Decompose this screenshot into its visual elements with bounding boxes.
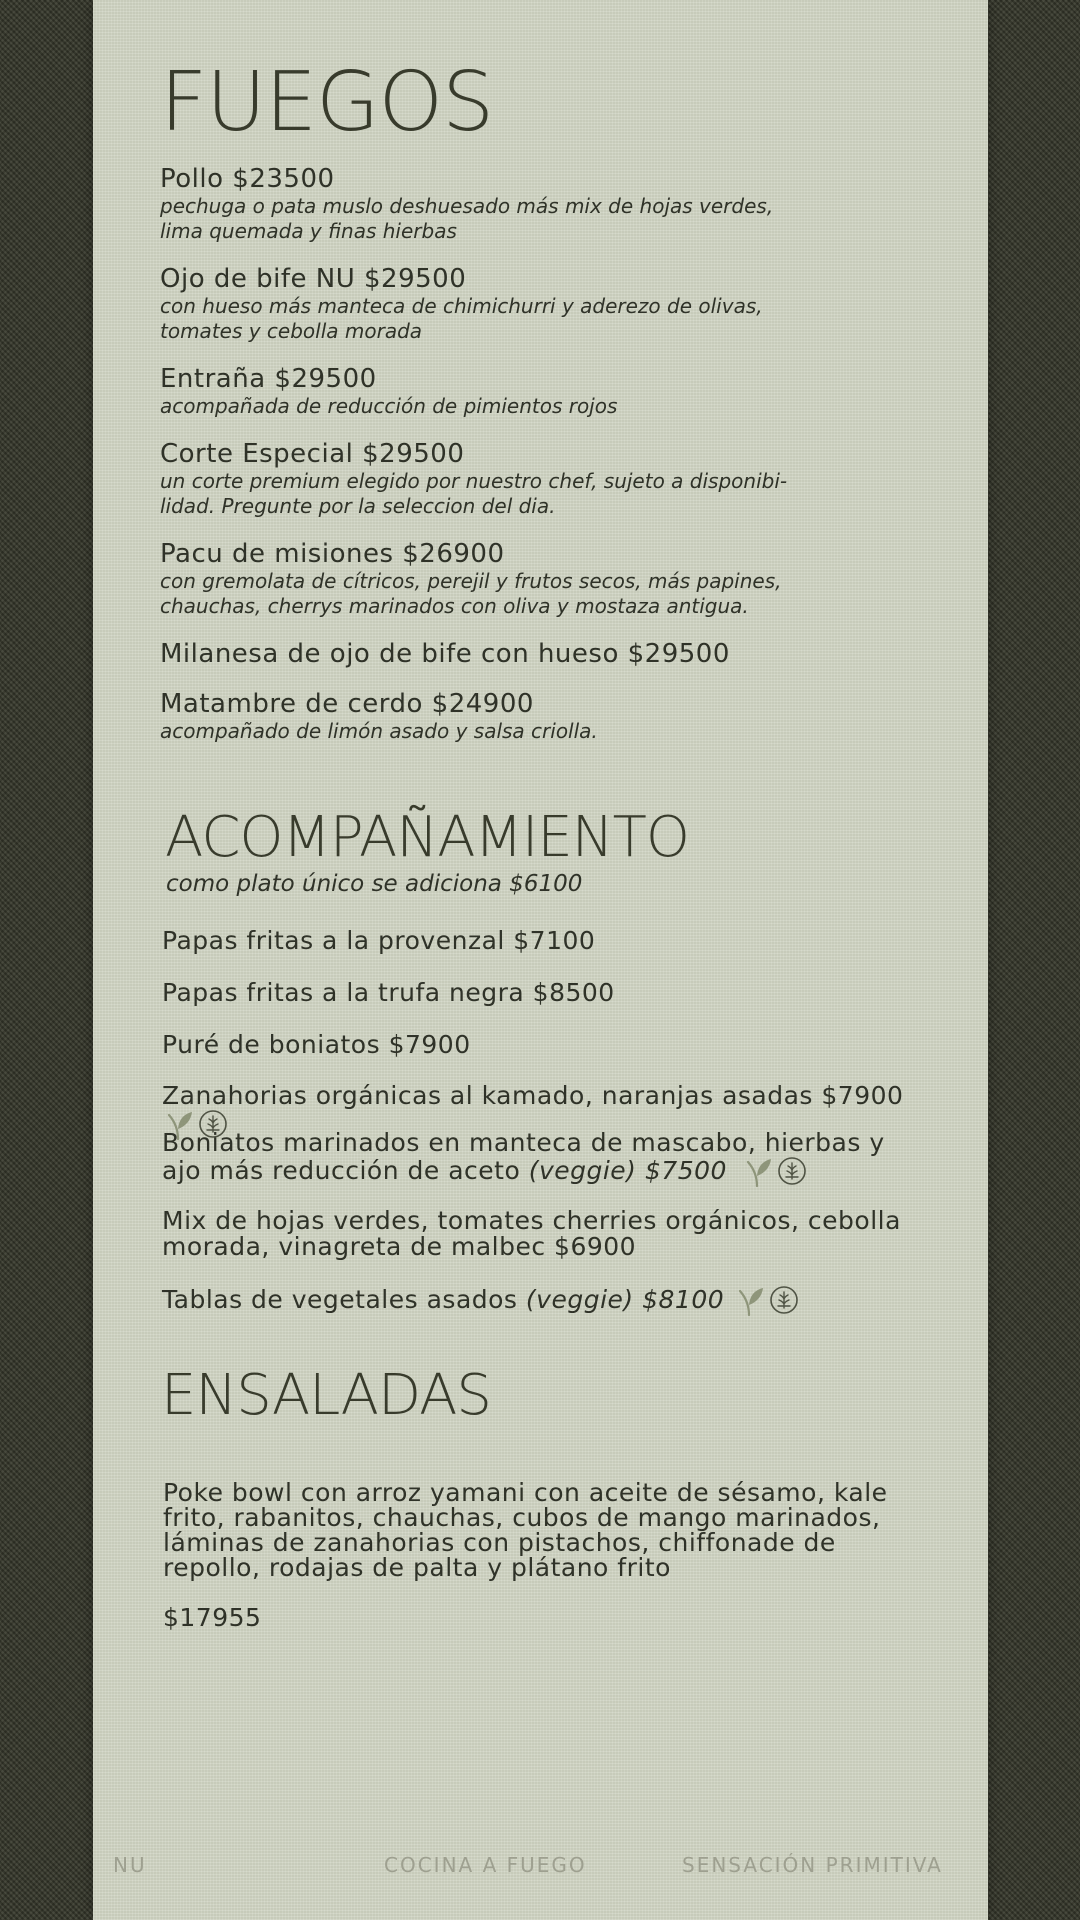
- menu-item-pacu: [160, 539, 860, 619]
- side-item: [162, 928, 922, 954]
- dietary-icons: [737, 1285, 799, 1317]
- item-description: lima quemada y finas hierbas: [160, 219, 457, 243]
- side-item-text: Puré de boniatos $7900: [162, 1030, 471, 1059]
- item-description: acompañado de limón asado y salsa criolla.: [160, 719, 598, 743]
- side-item: [162, 1285, 922, 1317]
- item-name: Matambre de cerdo $24900: [160, 689, 534, 719]
- subtitle-text: como plato único se adiciona $6100: [166, 871, 583, 897]
- salad-item-poke-bowl: [163, 1480, 943, 1580]
- leaf-icon: [745, 1156, 773, 1188]
- wheat-circle-icon: [769, 1285, 799, 1315]
- side-item-text: Boniatos marinados en manteca de mascabo, hierbas y: [162, 1128, 885, 1157]
- item-name: Milanesa de ojo de bife con hueso $29500: [160, 639, 730, 669]
- salad-text: frito, rabanitos, chauchas, cubos de mango marinados,: [163, 1503, 881, 1532]
- side-item-price: (veggie) $8100: [525, 1285, 725, 1314]
- leaf-icon: [737, 1285, 765, 1317]
- menu-item-entrana: [160, 364, 860, 419]
- item-description: lidad. Pregunte por la seleccion del dia.: [160, 494, 556, 518]
- section-title-acompanamiento: ACOMPAÑAMIENTO: [165, 805, 689, 870]
- salad-price-text: $17955: [163, 1603, 262, 1632]
- item-name: Pacu de misiones $26900: [160, 539, 505, 569]
- footer-slogan: SENSACIÓN PRIMITIVA: [682, 1853, 943, 1877]
- item-name: Pollo $23500: [160, 164, 335, 194]
- item-description: chauchas, cherrys marinados con oliva y mostaza antigua.: [160, 594, 749, 618]
- salad-text: repollo, rodajas de palta y plátano frito: [163, 1553, 671, 1582]
- wheat-circle-icon: [777, 1156, 807, 1186]
- menu-item-matambre: [160, 689, 860, 744]
- side-item: [162, 1208, 922, 1260]
- dietary-icons: [745, 1156, 807, 1188]
- item-description: acompañada de reducción de pimientos rojos: [160, 394, 618, 418]
- item-name: Entraña $29500: [160, 364, 377, 394]
- side-item-text: ajo más reducción de aceto: [162, 1156, 529, 1185]
- menu-item-pollo: [160, 164, 860, 244]
- side-item: [162, 1130, 922, 1188]
- side-item-text: Tablas de vegetales asados: [162, 1285, 526, 1314]
- item-description: tomates y cebolla morada: [160, 319, 423, 343]
- side-item-text: Zanahorias orgánicas al kamado, naranjas asadas $7900: [162, 1081, 904, 1110]
- side-item: [162, 980, 922, 1006]
- section-title-fuegos: FUEGOS: [160, 55, 494, 150]
- side-item-text: Papas fritas a la trufa negra $8500: [162, 978, 615, 1007]
- section-subtitle: [166, 870, 866, 898]
- salad-text: Poke bowl con arroz yamani con aceite de sésamo, kale: [163, 1478, 888, 1507]
- menu-item-ojo-de-bife: [160, 264, 860, 344]
- menu-item-milanesa: [160, 639, 860, 669]
- side-item-text: Papas fritas a la provenzal $7100: [162, 926, 596, 955]
- item-description: pechuga o pata muslo deshuesado más mix de hojas verdes,: [160, 194, 774, 218]
- section-title-ensaladas: ENSALADAS: [161, 1363, 491, 1428]
- item-name: Corte Especial $29500: [160, 439, 465, 469]
- side-item-text: Mix de hojas verdes, tomates cherries orgánicos, cebolla: [162, 1206, 901, 1235]
- item-description: con hueso más manteca de chimichurri y aderezo de olivas,: [160, 294, 763, 318]
- side-item-text: morada, vinagreta de malbec $6900: [162, 1232, 637, 1261]
- menu-item-corte-especial: [160, 439, 860, 519]
- side-item-price: (veggie) $7500: [528, 1156, 727, 1185]
- footer-tagline: COCINA A FUEGO: [384, 1853, 587, 1877]
- footer-brand: NU: [113, 1853, 147, 1877]
- salad-price: [163, 1605, 923, 1631]
- salad-text: láminas de zanahorias con pistachos, chiffonade de: [163, 1528, 836, 1557]
- item-description: con gremolata de cítricos, perejil y frutos secos, más papines,: [160, 569, 782, 593]
- item-description: un corte premium elegido por nuestro chef, sujeto a disponibi-: [160, 469, 788, 493]
- item-name: Ojo de bife NU $29500: [160, 264, 467, 294]
- side-item: [162, 1032, 922, 1058]
